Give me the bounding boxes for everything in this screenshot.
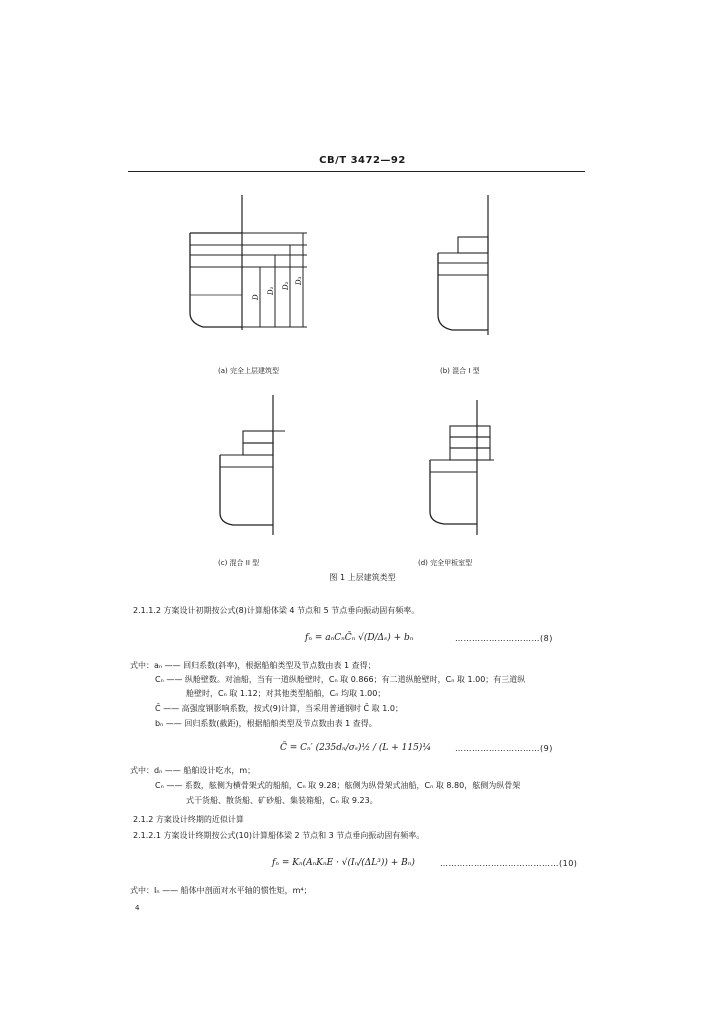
where-line-1: 式中：aₙ —— 回归系数(斜率)，根据船舶类型及节点数由表 1 查得； (130, 661, 376, 670)
dim-label-d1: D₁ (267, 286, 275, 295)
where-line-3: 舱壁时，Cₙ 取 1.12；对其他类型船舶，Cₙ 均取 1.00； (186, 689, 386, 698)
page-header: CB/T 3472—92 (319, 155, 406, 166)
section-2-1-1-2: 2.1.1.2 方案设计初期按公式(8)计算船体梁 4 节点和 5 节点垂向振动固有频率。 (133, 606, 420, 615)
where-line-4: C̄ —— 高强度钢影响系数，按式(9)计算，当采用普通钢时 C̄ 取 1.0； (155, 704, 403, 713)
figure-a-caption: (a) 完全上层建筑型 (218, 367, 279, 375)
header-rule (128, 171, 585, 172)
page-number: 4 (135, 904, 140, 912)
dim-label-d3: D₃ (295, 276, 303, 285)
section-2-1-2: 2.1.2 方案设计终期的近似计算 (133, 815, 244, 824)
figure-title: 图 1 上层建筑类型 (329, 573, 396, 582)
dim-label-d2: D₂ (282, 281, 290, 290)
figure-c-caption: (c) 混合 II 型 (218, 559, 260, 567)
where-line-6: 式中：dₙ —— 船舶设计吃水，m； (130, 766, 256, 775)
formula-9-number: …………………………(9) (455, 744, 553, 753)
figure-b-diagram (430, 195, 500, 335)
figure-c-diagram (215, 395, 305, 535)
section-2-1-2-1: 2.1.2.1 方案设计终期按公式(10)计算船体梁 2 节点和 3 节点垂向振动固有频率。 (133, 831, 425, 840)
where-line-9: 式中：Iₙ —— 船体中剖面对水平轴的惯性矩，m⁴； (130, 886, 312, 895)
formula-10: fₙ = Kₙ(AₙKₙE · √(Iₙ/(ΔL³)) + Bₙ) (272, 858, 415, 868)
formula-9: C̄ = Cₙ′ (235dₙ/σₛ)½ / (L + 115)¼ (280, 743, 432, 753)
figure-d-diagram (422, 400, 502, 535)
formula-10-number: ……………………………………(10) (440, 859, 578, 868)
formula-8-number: …………………………(8) (455, 634, 553, 643)
formula-8: fₙ = aₙCₙC̄ₙ √(D/Δₛ) + bₙ (305, 633, 414, 643)
dim-label-d: D (252, 294, 260, 300)
where-line-7: Cₙ —— 系数，舷侧为横骨架式的船舶，Cₙ 取 9.28；舷侧为纵骨架式油船，Cₙ 取 8.80，舷侧为纵骨架 (155, 781, 521, 790)
figure-b-caption: (b) 混合 I 型 (440, 367, 480, 375)
where-line-2: Cₙ —— 纵舱壁数。对油船，当有一道纵舱壁时，Cₙ 取 0.866；有二道纵舱壁时，Cₙ 取 1.00；有三道纵 (155, 675, 526, 684)
where-line-5: bₙ —— 回归系数(截距)，根据船舶类型及节点数由表 1 查得。 (155, 719, 377, 728)
figure-d-caption: (d) 完全甲板室型 (418, 559, 473, 567)
figure-a-diagram (185, 195, 315, 330)
where-line-8: 式干货船、散货船、矿砂船、集装箱船，Cₙ 取 9.23。 (186, 796, 378, 805)
